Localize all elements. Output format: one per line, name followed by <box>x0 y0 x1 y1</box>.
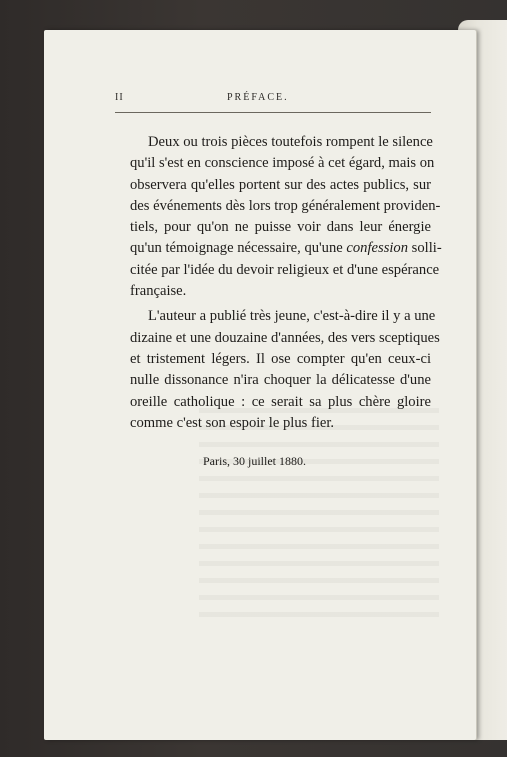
running-title: PRÉFACE. <box>227 92 289 103</box>
text-line: Deux ou trois pièces toutefois rompent le silence <box>148 134 433 150</box>
body-text <box>130 132 442 434</box>
text-line: comme c'est son espoir le plus fier. <box>130 414 335 431</box>
text-line: et tristement légers. Il ose compter qu'en ceux-ci <box>130 350 431 367</box>
text-line: française. <box>130 283 187 300</box>
text-line: des événements dès lors trop généralement providen- <box>130 197 441 214</box>
text-line <box>130 238 442 259</box>
text-segment: qu'un témoignage nécessaire, qu'une <box>130 240 347 257</box>
text-line: tiels, pour qu'on ne puisse voir dans leur énergie <box>130 219 431 236</box>
text-line: observera qu'elles portent sur des actes publics, sur <box>130 176 431 193</box>
page-header <box>115 90 431 110</box>
text-segment: solli- <box>408 240 442 257</box>
text-line: L'auteur a publié très jeune, c'est-à-dire il y a une <box>148 308 436 325</box>
text-line: nulle dissonance n'ira choquer la délicatesse d'une <box>130 372 431 389</box>
date-signature: Paris, 30 juillet 1880. <box>203 454 306 468</box>
paragraph <box>130 132 442 302</box>
page-number: II <box>115 92 124 103</box>
text-line: qu'il s'est en conscience imposé à cet égard, mais on <box>130 155 435 172</box>
paragraph <box>130 306 440 434</box>
text-line: citée par l'idée du devoir religieux et d'une espérance <box>130 261 440 278</box>
header-rule <box>115 112 431 113</box>
italic-word: confession <box>346 240 409 257</box>
text-line: dizaine et une douzaine d'années, des vers sceptiques <box>130 329 440 346</box>
text-line: oreille catholique : ce serait sa plus chère gloire <box>130 393 431 410</box>
show-through-text <box>199 408 439 628</box>
